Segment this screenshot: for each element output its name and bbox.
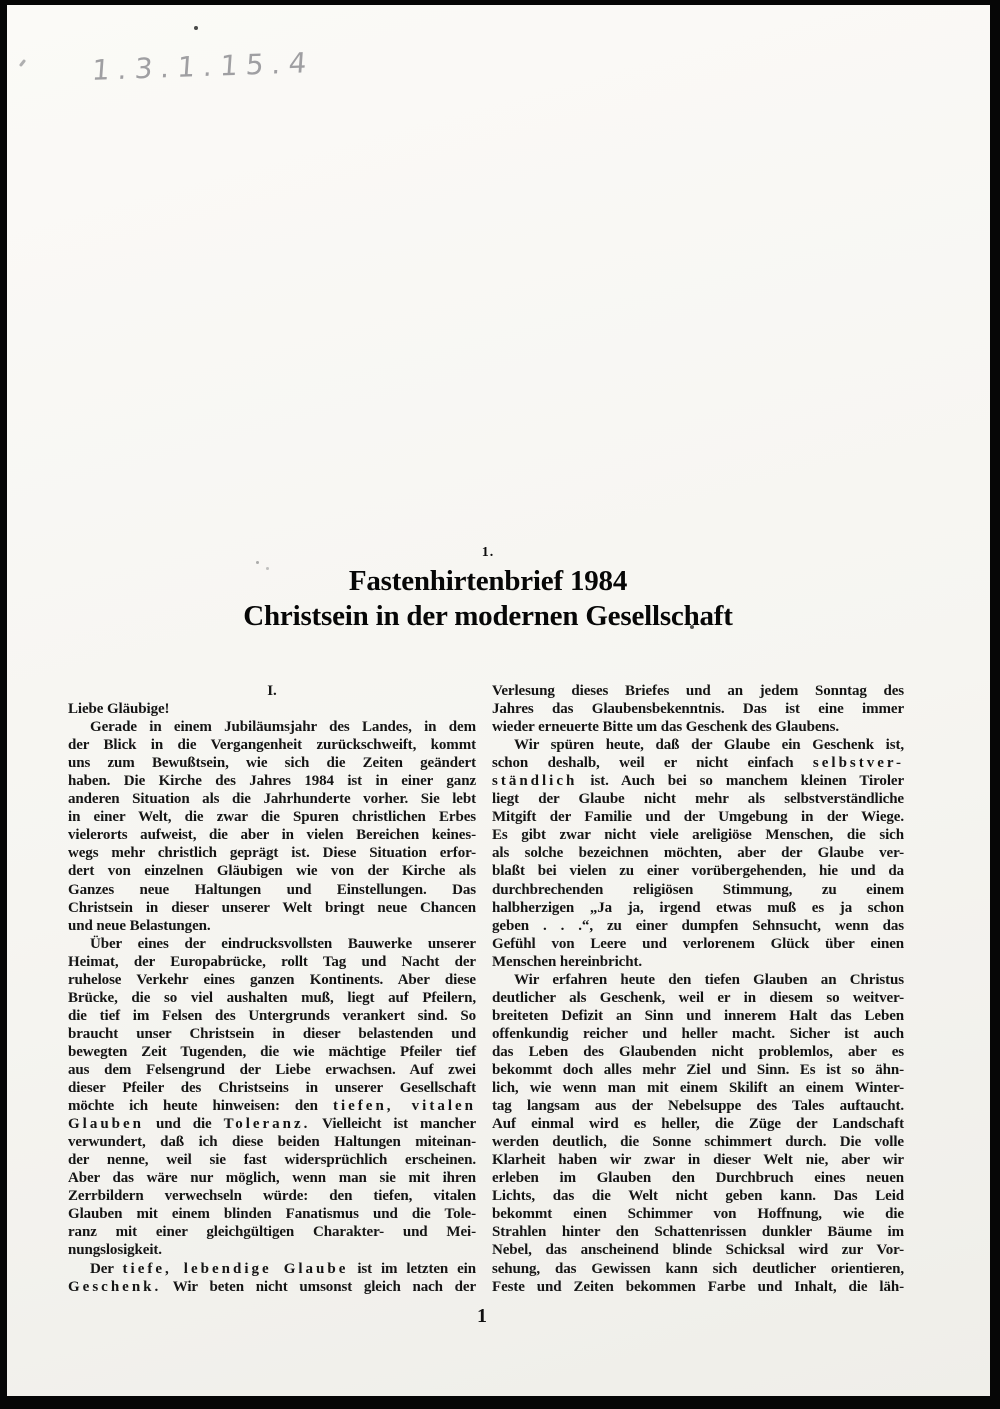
letterspaced-emphasis: ständlich: [492, 773, 578, 790]
text-line: sehung, das Gewissen kann sich deutlicher orientieren,: [492, 1260, 904, 1277]
text-line: schon deshalb, weil er nicht einfach selbstver-: [492, 755, 904, 772]
text-line: Strahlen hinter den Schattenrissen dunkler Bäume im: [492, 1224, 904, 1241]
text-line: Es gibt zwar nicht viele areligiöse Menschen, die sich: [492, 827, 904, 844]
text-line: werden deutlich, die Sonne schimmert durch. Die volle: [492, 1134, 904, 1151]
right-text-column: [492, 682, 904, 1296]
text-line: vielerorts aufweist, die aber in vielen Bereichen keines-: [68, 827, 476, 844]
title-line-2: Christsein in der modernen Gesellschaft: [243, 600, 733, 632]
text-line: geben . . .“, zu einer dumpfen Sehnsucht, wenn das: [492, 917, 904, 934]
text-line: bewegten Zeit Tugenden, die wie mächtige Pfeiler tief: [68, 1043, 476, 1060]
letterspaced-emphasis: Toleranz.: [223, 1116, 311, 1133]
text-line: ranz mit einer gleichgültigen Charakter- und Mei-: [68, 1224, 476, 1241]
text-line: Verlesung dieses Briefes und an jedem Sonntag des: [492, 683, 904, 699]
text-line: Lichts, das die Welt nicht geben kann. Das Leid: [492, 1188, 904, 1205]
text-line: die tief im Felsen des Untergrunds verankert sind. So: [68, 1007, 476, 1024]
text-line: Glauben mit einem blinden Fanatismus und die Tole-: [68, 1206, 476, 1223]
text-line: Christsein in dieser unserer Welt bringt neue Chancen: [68, 899, 476, 916]
text-line: Glauben und die Toleranz. Vielleicht ist mancher: [68, 1116, 477, 1133]
salutation: Liebe Gläubige!: [68, 701, 170, 718]
text-line: durchbrechenden religiösen Stimmung, zu einem: [492, 881, 904, 898]
text-line: nungslosigkeit.: [68, 1242, 162, 1259]
text-line: Geschenk. Wir beten nicht umsonst gleich nach der: [68, 1278, 476, 1295]
text-line: Nebel, das anscheinend blinde Schicksal wird zur Vor-: [492, 1242, 904, 1259]
text-line: blaßt bei vielen zu einer vorübergehenden, hie und da: [492, 863, 904, 880]
text-line: und neue Belastungen.: [68, 917, 211, 934]
text-line: bekommt doch alles mehr Ziel und Sinn. Es ist so ähn-: [492, 1061, 904, 1078]
text-line: Menschen hereinbricht.: [492, 953, 643, 970]
text-line: dieser Pfeiler des Christseins in unserer Gesellschaft: [68, 1080, 476, 1097]
text-line: Wir spüren heute, daß der Glaube ein Geschenk ist,: [514, 737, 904, 754]
text-line: haben. Die Kirche des Jahres 1984 ist in einer ganz: [68, 773, 476, 790]
letterspaced-emphasis: Geschenk.: [68, 1278, 162, 1295]
text-line: tag langsam aus der Nebelsuppe des Tales auftaucht.: [492, 1098, 904, 1115]
letterspaced-emphasis: tiefen, vitalen: [332, 1098, 476, 1115]
text-line: möchte ich heute hinweisen: den tiefen, vitalen: [68, 1098, 476, 1115]
text-line: Gerade in einem Jubiläumsjahr des Landes, in dem: [90, 719, 476, 736]
text-line: liegt der Glaube nicht mehr als selbstverständliche: [492, 791, 904, 808]
text-line: Klarheit haben wir zwar in dieser Welt nie, aber wir: [492, 1152, 904, 1169]
text-line: Über eines der eindrucksvollsten Bauwerke unserer: [90, 935, 476, 952]
text-line: als solche bezeichnen möchten, aber der Glaube ver-: [492, 845, 904, 862]
text-line: das Leben des Glaubenden nicht problemlos, aber es: [492, 1043, 904, 1060]
letterspaced-emphasis: tiefe, lebendige Glaube: [122, 1260, 349, 1277]
text-line: Gefühl von Leere und verlorenem Glück über einen: [492, 935, 904, 952]
text-line: aus dem Felsengrund der Liebe erwachsen. Auf zwei: [68, 1061, 476, 1078]
letterspaced-emphasis: selbstver-: [812, 755, 904, 772]
scan-speck: [194, 26, 198, 30]
text-line: Aber das wäre nur möglich, wenn man sie mit ihren: [68, 1170, 476, 1187]
text-line: breiteten Defizit an Sinn und innerem Halt das Leben: [492, 1007, 904, 1024]
text-line: lich, wie wenn man mit einem Skilift an einem Winter-: [492, 1080, 904, 1097]
text-line: wieder erneuerte Bitte um das Geschenk des Glaubens.: [492, 719, 840, 736]
text-line: braucht unser Christsein in dieser belastenden und: [68, 1025, 476, 1042]
text-line: dert von einzelnen Gläubigen wie von der Kirche als: [68, 863, 476, 880]
text-line: Auf einmal wird es heller, die Züge der Landschaft: [492, 1116, 904, 1133]
text-line: Zerrbildern verwechseln würde: den tiefen, vitalen: [68, 1188, 476, 1205]
text-line: verwundert, daß ich diese beiden Haltungen miteinan-: [68, 1134, 476, 1151]
left-text-column: [68, 682, 476, 1296]
text-line: Mitgift der Familie und der Umgebung in der Wiege.: [492, 809, 904, 826]
text-line: der Blick in die Vergangenheit zurückschweift, kommt: [68, 737, 476, 754]
text-line: in einer Welt, die zwar die Spuren christlichen Erbes: [68, 809, 476, 826]
text-line: Jahres das Glaubensbekenntnis. Das ist eine immer: [492, 701, 904, 718]
text-line: offenkundig reicher und heller macht. Sicher ist auch: [492, 1025, 904, 1042]
text-line: Ganzes neue Haltungen und Einstellungen. Das: [68, 881, 476, 898]
title-line-1: Fastenhirtenbrief 1984: [348, 565, 628, 597]
text-line: wegs mehr christlich geprägt ist. Diese Situation erfor-: [68, 845, 476, 862]
text-line: bekommt einen Schimmer von Hoffnung, wie die: [492, 1206, 904, 1223]
text-line: Heimat, der Europabrücke, rollt Tag und Nacht der: [68, 953, 476, 970]
document-title: [0, 564, 988, 634]
page-number: 1: [477, 1305, 487, 1327]
section-number: 1.: [481, 545, 495, 560]
letterspaced-emphasis: Glauben: [68, 1116, 145, 1133]
text-line: ständlich ist. Auch bei so manchem kleinen Tiroler: [492, 773, 904, 790]
text-line: deutlicher als Geschenk, weil er in diesem so weitver-: [492, 989, 904, 1006]
handwritten-annotation: 1.3.1.15.4: [90, 46, 316, 87]
text-line: Der tiefe, lebendige Glaube ist im letzten ein: [90, 1260, 476, 1277]
section-heading: I.: [267, 683, 277, 699]
text-line: erleben im Glauben den Durchbruch eines neuen: [492, 1170, 904, 1187]
text-line: Wir erfahren heute den tiefen Glauben an Christus: [514, 971, 904, 988]
text-line: ruhelose Verkehr eines ganzen Kontinents. Aber diese: [68, 971, 476, 988]
text-line: der nenne, weil sie fast widersprüchlich erscheinen.: [68, 1152, 476, 1169]
text-line: Brücke, die so viel aushalten muß, liegt auf Pfeilern,: [68, 989, 476, 1006]
document-header: [0, 545, 988, 634]
text-line: uns zum Bewußtsein, wie sich die Zeiten geändert: [68, 755, 476, 772]
text-line: Feste und Zeiten bekommen Farbe und Inhalt, die läh-: [492, 1278, 904, 1295]
text-line: anderen Situation als die Jahrhunderte vorher. Sie lebt: [68, 791, 476, 808]
text-line: halbherzigen „Ja ja, irgend etwas muß es ja schon: [492, 899, 904, 916]
